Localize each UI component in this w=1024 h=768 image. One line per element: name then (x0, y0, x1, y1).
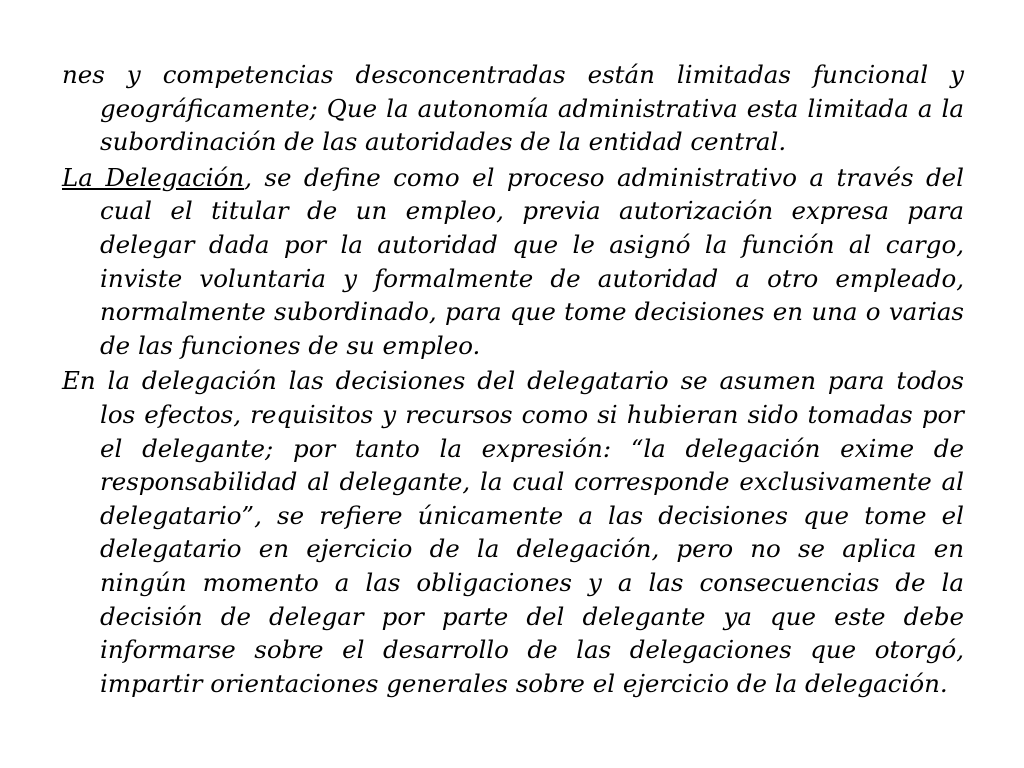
paragraph-desconcentracion: nes y competencias desconcentradas están limitadas funcional y geográficamente; Que la autonomía administrativa esta limitada a la subordinación de las autoridades de la entidad central. (62, 60, 964, 157)
body-text (62, 58, 964, 702)
paragraph-delegacion-text: , se define como el proceso administrativo a través del cual el titular de un empleo, previa autorización expresa para delegar dada por la autoridad que le asignó la función al cargo, inviste voluntaria y formalmente de autoridad a otro empleado, normalmente subordinado, para que tome decisiones en una o varias de las funciones de su empleo. (100, 162, 964, 360)
paragraph-delegacion-definicion (62, 161, 964, 363)
paragraph-delegacion-decisiones: En la delegación las decisiones del delegatario se asumen para todos los efectos, requisitos y recursos como si hubieran sido tomadas por el delegante; por tanto la expresión: “la delegación exime de responsabilidad al delegante, la cual corresponde exclusivamente al delegatario”, se refiere únicamente a las decisiones que tome el delegatario en ejercicio de la delegación, pero no se aplica en ningún momento a las obligaciones y a las consecuencias de la decisión de delegar por parte del delegante ya que este debe informarse sobre el desarrollo de las delegaciones que otorgó, impartir orientaciones generales sobre el ejercicio de la delegación. (62, 366, 964, 698)
term-la-delegacion: La Delegación (62, 162, 245, 192)
